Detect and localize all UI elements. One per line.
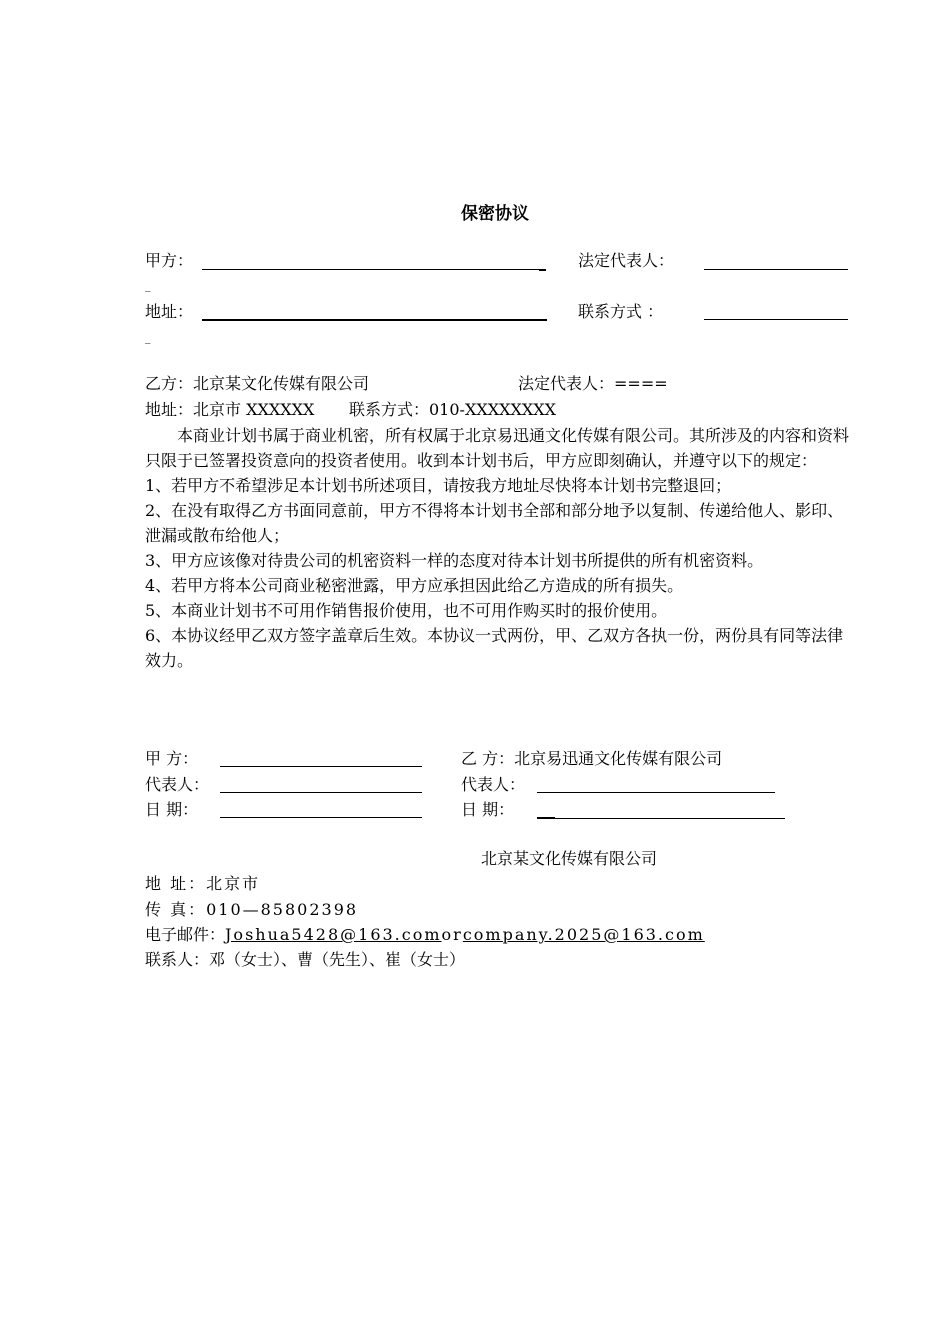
clause-item: 3、甲方应该像对待贵公司的机密资料一样的态度对待本计划书所提供的所有机密资料。	[145, 551, 764, 570]
sign-a-party-blank	[220, 752, 422, 771]
clause-item: 4、若甲方将本公司商业秘密泄露，甲方应承担因此给乙方造成的所有损失。	[145, 576, 684, 595]
footer-fax: 传 真：010—85802398	[145, 900, 359, 919]
party-a-blank-end	[539, 255, 546, 275]
clause-item: 5、本商业计划书不可用作销售报价使用，也不可用作购买时的报价使用。	[145, 601, 668, 620]
sign-a-date-blank	[220, 803, 422, 822]
party-a-contact-label: 联系方式 ：	[578, 302, 664, 321]
party-b-address: 地址：北京市 XXXXXX	[145, 400, 315, 419]
sign-a-party-label: 甲 方：	[145, 749, 199, 768]
clause-item: 6、本协议经甲乙双方签字盖章后生效。本协议一式两份，甲、乙双方各执一份，两份具有同等法律效力。	[145, 626, 844, 670]
email-link-2[interactable]: company.2025@163.com	[462, 925, 705, 944]
party-a-continuation-dash: _	[145, 279, 151, 292]
clause-item: 1、若甲方不希望涉足本计划书所述项目，请按我方地址尽快将本计划书完整退回；	[145, 476, 732, 495]
footer-email-label: 电子邮件：	[145, 925, 226, 944]
sign-a-rep-label: 代表人：	[145, 775, 210, 794]
party-b-contact: 联系方式：010-XXXXXXXX	[349, 400, 557, 419]
footer-contacts: 联系人：邓（女士）、曹（先生）、崔（女士）	[145, 950, 466, 969]
party-b-legal-rep: 法定代表人：====	[518, 374, 668, 393]
party-a-legal-rep-label: 法定代表人：	[578, 251, 675, 270]
party-a-label: 甲方：	[145, 251, 194, 270]
sign-a-date-label: 日 期：	[145, 800, 199, 819]
party-a-contact-blank	[704, 305, 848, 324]
party-a-legal-rep-blank	[704, 255, 848, 274]
party-a-continuation-dash: _	[145, 331, 151, 344]
footer-company: 北京某文化传媒有限公司	[481, 849, 658, 868]
party-a-blank	[202, 255, 540, 274]
footer-address: 地 址：北京市	[145, 874, 261, 893]
sign-b-date-blank	[537, 803, 785, 823]
sign-b-rep-blank	[537, 778, 775, 797]
sign-b-date-label: 日 期：	[461, 800, 515, 819]
party-a-address-label: 地址：	[145, 302, 194, 321]
document-title: 保密协议	[461, 204, 529, 224]
party-b-name: 乙方：北京某文化传媒有限公司	[145, 374, 370, 393]
intro-paragraph: 本商业计划书属于商业机密，所有权属于北京易迅通文化传媒有限公司。其所涉及的内容和资料只限于已签署投资意向的投资者使用。收到本计划书后，甲方应即刻确认，并遵守以下的规定：	[145, 426, 850, 470]
agreement-body	[145, 423, 850, 673]
footer-email-line	[145, 922, 705, 948]
party-a-address-blank	[202, 305, 547, 325]
email-link-1[interactable]: Joshua5428@163.com	[225, 925, 442, 944]
sign-a-rep-blank	[220, 778, 422, 797]
sign-b-party: 乙 方：北京易迅通文化传媒有限公司	[461, 749, 723, 768]
email-or: or	[441, 925, 463, 944]
clause-item: 2、在没有取得乙方书面同意前，甲方不得将本计划书全部和部分地予以复制、传递给他人、影印、泄漏或散布给他人；	[145, 501, 844, 545]
sign-b-rep-label: 代表人：	[461, 775, 526, 794]
